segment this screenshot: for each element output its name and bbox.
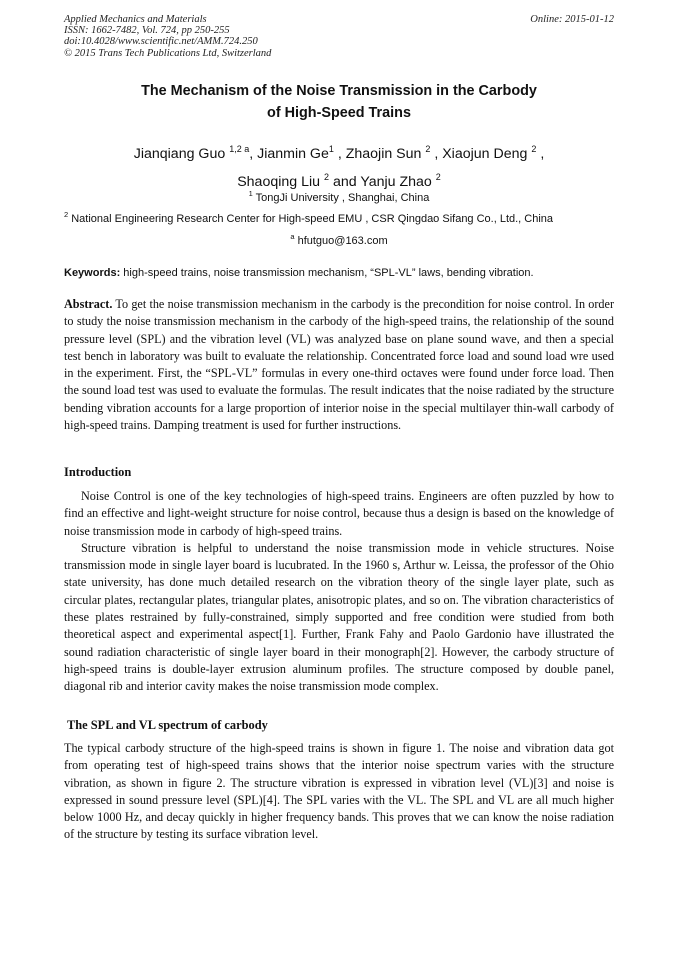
author-name: , Zhaojin Sun xyxy=(333,146,422,162)
author-affiliation-mark: 2 xyxy=(531,144,537,154)
title-line-2: of High-Speed Trains xyxy=(267,105,411,121)
section-heading-introduction: Introduction xyxy=(64,465,132,479)
authors-line-1 xyxy=(40,138,638,166)
copyright: © 2015 Trans Tech Publications Ltd, Switzerland xyxy=(64,47,272,59)
issn: ISSN: 1662-7482, Vol. 724, pp 250-255 xyxy=(64,25,230,37)
keywords xyxy=(64,267,624,279)
affiliation-2 xyxy=(64,210,553,225)
abstract-text: To get the noise transmission mechanism in the carbody is the precondition for noise control. In order to study the noise transmission mechanism in the carbody of the high-speed trains, the relationship of the sound pressure level (SPL) and the vibration level (VL) was analyzed base on plane sound wave, and then a special test bench in laboratory was built to evaluate the relationship. Concentrated force load and sound load wre used in the experiment. First, the “SPL-VL” formulas in every one-third octaves were found under force load. Then the sound load test was used to evaluate the formulas. The result indicates that the noise radiated by the structure bending vibration accounts for a large proportion of interior noise in the special multilayer thin-wall carbody of high-speed trains. Damping treatment is used for further instructions. xyxy=(64,297,614,433)
affiliation-1 xyxy=(40,189,638,204)
author-list xyxy=(40,138,638,194)
author-affiliation-mark: 1 xyxy=(328,144,334,154)
section-heading-spl-vl: The SPL and VL spectrum of carbody xyxy=(67,718,268,732)
keywords-label: Keywords: xyxy=(64,267,121,279)
author-name: and Yanju Zhao xyxy=(329,174,432,190)
doi: doi:10.4028/www.scientific.net/AMM.724.250 xyxy=(64,36,258,48)
author-affiliation-mark: 2 xyxy=(425,144,431,154)
abstract-label: Abstract. xyxy=(64,297,113,311)
author-email xyxy=(40,232,638,247)
spl-vl-section xyxy=(64,740,614,844)
author-name: Shaoqing Liu xyxy=(237,174,321,190)
affiliation-text: TongJi University , Shanghai, China xyxy=(252,192,430,204)
paragraph: Structure vibration is helpful to understand the noise transmission mode in vehicle structures. Noise transmission mode in single layer board is lucubrated. In the 1960 s, Arthur w. Leissa, the professor of the Ohio state university, has done much detailed research on the vibration theory of the single layer plate, such as circular plates, rectangular plates, triangular plates, anisotropic plates, and so on. The vibration characteristics of these plates restrained by fully-constrained, simply supported and free condition were studied from both theoretical aspect and experimental aspect[1]. Further, Frank Fahy and Paolo Gardonio have illustrated the sound radiation characteristic of single layer board in their monograph[2]. However, the carbody structure of high-speed trains is double-layer extrusion aluminum profiles. The structure composed by double panel, diagonal rib and interior cavity makes the noise transmission mode complex. xyxy=(64,540,614,694)
journal-name: Applied Mechanics and Materials xyxy=(64,14,207,25)
author-name: Jianqiang Guo xyxy=(133,146,226,162)
email-text: hfutguo@163.com xyxy=(294,235,388,247)
affiliation-mark: 2 xyxy=(64,210,69,219)
email-mark: a xyxy=(290,232,295,241)
author-name: , Jianmin Ge xyxy=(249,146,329,162)
journal-meta xyxy=(64,14,271,59)
author-affiliation-mark: 2 xyxy=(435,172,441,182)
paper-title xyxy=(40,80,638,124)
paragraph: Noise Control is one of the key technologies of high-speed trains. Engineers are often puzzled by how to find an effective and light-weight structure for noise control, because thus a design is based on the knowledge of noise transmission mode in carbody of high-speed trains. xyxy=(64,489,614,538)
online-date: Online: 2015-01-12 xyxy=(530,14,614,25)
affiliation-mark: 1 xyxy=(248,189,253,198)
title-line-1: The Mechanism of the Noise Transmission in the Carbody xyxy=(141,83,537,99)
author-affiliation-mark: 1,2 a xyxy=(229,144,250,154)
author-name: , Xiaojun Deng xyxy=(430,146,528,162)
affiliation-text: National Engineering Research Center for High-speed EMU , CSR Qingdao Sifang Co., Ltd., China xyxy=(68,213,554,225)
keywords-text: high-speed trains, noise transmission mechanism, “SPL-VL” laws, bending vibration. xyxy=(120,267,534,279)
abstract xyxy=(64,296,614,434)
author-separator: , xyxy=(536,146,545,162)
author-affiliation-mark: 2 xyxy=(324,172,330,182)
paragraph: The typical carbody structure of the high-speed trains is shown in figure 1. The noise and vibration data got from operating test of high-speed trains shows that the interior noise spectrum varies with the structure vibration, as shown in figure 2. The structure vibration is expressed in vibration level (VL)[3] and noise is expressed in sound pressure level (SPL)[4]. The SPL varies with the VL. The SPL and VL are all much higher below 1000 Hz, and decay quickly in higher frequency bands. This proves that we can know the noise radiation of the structure by testing its surface vibration level. xyxy=(64,741,614,842)
introduction-section xyxy=(64,488,614,696)
